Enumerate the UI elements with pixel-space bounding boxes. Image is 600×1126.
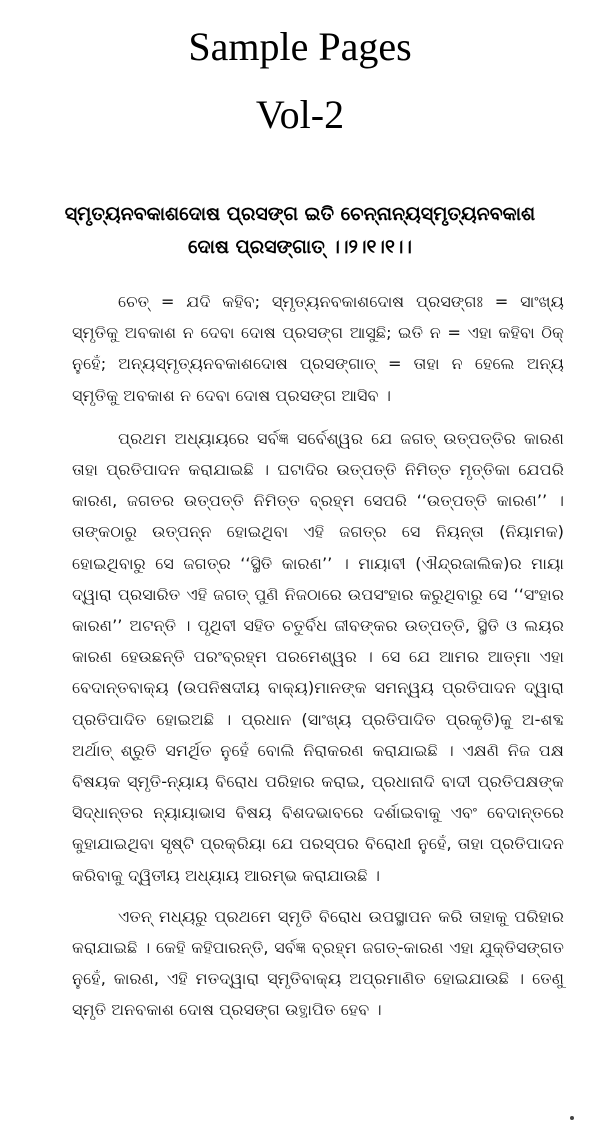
sutra-heading — [36, 198, 564, 264]
paragraph-word-meaning: ଚେତ୍ = ଯଦି କହିବ; ସ୍ମୃତ୍ୟନବକାଶଦୋଷ ପ୍ରସଙ୍ଗଃ = ସାଂଖ୍ୟ ସ୍ମୃତିକୁ ଅବକାଶ ନ ଦେବା ଦୋଷ ପ୍ରସଙ୍ଗ ଆସୁଛି; ଇତି ନ = ଏହା କହିବା ଠିକ୍ ନୁହେଁ; ଅନ୍ୟସ୍ମୃତ୍ୟନବକାଶଦୋଷ ପ୍ରସଙ୍ଗାତ୍ = ତାହା ନ ହେଲେ ଅନ୍ୟ ସ୍ମୃତିକୁ ଅବକାଶ ନ ଦେବା ଦୋଷ ପ୍ରସଙ୍ଗ ଆସିବ । — [72, 292, 564, 405]
page-header — [0, 0, 600, 142]
sutra-heading-line-1: ସ୍ମୃତ୍ୟନବକାଶଦୋଷ ପ୍ରସଙ୍ଗ ଇତି ଚେନ୍ନାନ୍ୟସ୍ମୃତ୍ୟନବକାଶ — [64, 203, 536, 225]
page-title: Sample Pages — [188, 24, 412, 69]
volume-label: Vol-2 — [255, 92, 345, 137]
page-speck — [570, 1116, 574, 1120]
sutra-heading-line-2: ଦୋଷ ପ୍ରସଙ୍ଗାତ୍ ।।୨।୧।୧।। — [188, 236, 412, 258]
paragraph-smriti-objection: ଏତନ୍ ମଧ୍ୟରୁ ପ୍ରଥମେ ସ୍ମୃତି ବିରୋଧ ଉପସ୍ଥାପନ କରି ତାହାକୁ ପରିହାର କରାଯାଇଛି । କେହି କହିପାରନ୍ତି, ସର୍ବଜ୍ଞ ବ୍ରହ୍ମ ଜଗତ୍-କାରଣ ଏହା ଯୁକ୍ତିସଙ୍ଗତ ନୁହେଁ, କାରଣ, ଏହି ମତଦ୍ୱାରା ସ୍ମୃତିବାକ୍ୟ ଅପ୍ରମାଣିତ ହୋଇଯାଉଛି । ତେଣୁ ସ୍ମୃତି ଅନବକାଶ ଦୋଷ ପ୍ରସଙ୍ଗ ଉତ୍ଥାପିତ ହେବ । — [72, 906, 564, 1020]
paragraph-introduction: ପ୍ରଥମ ଅଧ୍ୟାୟରେ ସର୍ବଜ୍ଞ ସର୍ବେଶ୍ୱର ଯେ ଜଗତ୍ ଉତ୍ପତ୍ତିର କାରଣ ତାହା ପ୍ରତିପାଦନ କରାଯାଇଛି । ଘଟାଦିର ଉତ୍ପତ୍ତି ନିମିତ୍ତ ମୃତ୍ତିକା ଯେପରି କାରଣ, ଜଗତର ଉତ୍ପତ୍ତି ନିମିତ୍ତ ବ୍ରହ୍ମ ସେପରି ‘‘ଉତ୍ପତ୍ତି କାରଣ’’ । ତାଙ୍କଠାରୁ ଉତ୍ପନ୍ନ ହୋଇଥିବା ଏହି ଜଗତ୍ର ସେ ନିୟନ୍ତା (ନିୟାମକ) ହୋଇଥିବାରୁ ସେ ଜଗତ୍ର ‘‘ସ୍ଥିତି କାରଣ’’ । ମାୟାବୀ (ଐନ୍ଦ୍ରଜାଲିକ)ର ମାୟା ଦ୍ୱାରା ପ୍ରସାରିତ ଏହି ଜଗତ୍ ପୁଣି ନିଜଠାରେ ଉପସଂହାର କରୁଥିବାରୁ ସେ ‘‘ସଂହାର କାରଣ’’ ଅଟନ୍ତି । ପୃଥିବୀ ସହିତ ଚତୁର୍ବିଧ ଜୀବଙ୍କର ଉତ୍ପତ୍ତି, ସ୍ଥିତି ଓ ଲୟର କାରଣ ହେଉଛନ୍ତି ପରଂବ୍ରହ୍ମ ପରମେଶ୍ୱର । ସେ ଯେ ଆମର ଆତ୍ମା ଏହା ବେଦାନ୍ତବାକ୍ୟ (ଉପନିଷଦୀୟ ବାକ୍ୟ)ମାନଙ୍କ ସମନ୍ୱୟ ପ୍ରତିପାଦନ ଦ୍ୱାରା ପ୍ରତିପାଦିତ ହୋଇଅଛି । ପ୍ରଧାନ (ସାଂଖ୍ୟ ପ୍ରତିପାଦିତ ପ୍ରକୃତି)କୁ ଅ-ଶବ୍ଦ ଅର୍ଥାତ୍ ଶ୍ରୁତି ସମର୍ଥିତ ନୁହେଁ ବୋଲି ନିରାକରଣ କରାଯାଇଛି । ଏକ୍ଷଣି ନିଜ ପକ୍ଷ ବିଷୟକ ସ୍ମୃତି-ନ୍ୟାୟ ବିରୋଧ ପରିହାର କରାଇ, ପ୍ରଧାନାଦି ବାଦୀ ପ୍ରତିପକ୍ଷଙ୍କ ସିଦ୍ଧାନ୍ତର ନ୍ୟାୟାଭାସ ବିଷୟ ବିଶଦଭାବରେ ଦର୍ଶାଇବାକୁ ଏବଂ ବେଦାନ୍ତରେ କୁହାଯାଇଥିବା ସୃଷ୍ଟି ପ୍ରକ୍ରିୟା ଯେ ପରସ୍ପର ବିରୋଧୀ ନୁହେଁ, ତାହା ପ୍ରତିପାଦନ କରିବାକୁ ଦ୍ୱିତୀୟ ଅଧ୍ୟାୟ ଆରମ୍ଭ କରାଯାଉଛି । — [72, 428, 564, 885]
body-text — [72, 286, 564, 1026]
